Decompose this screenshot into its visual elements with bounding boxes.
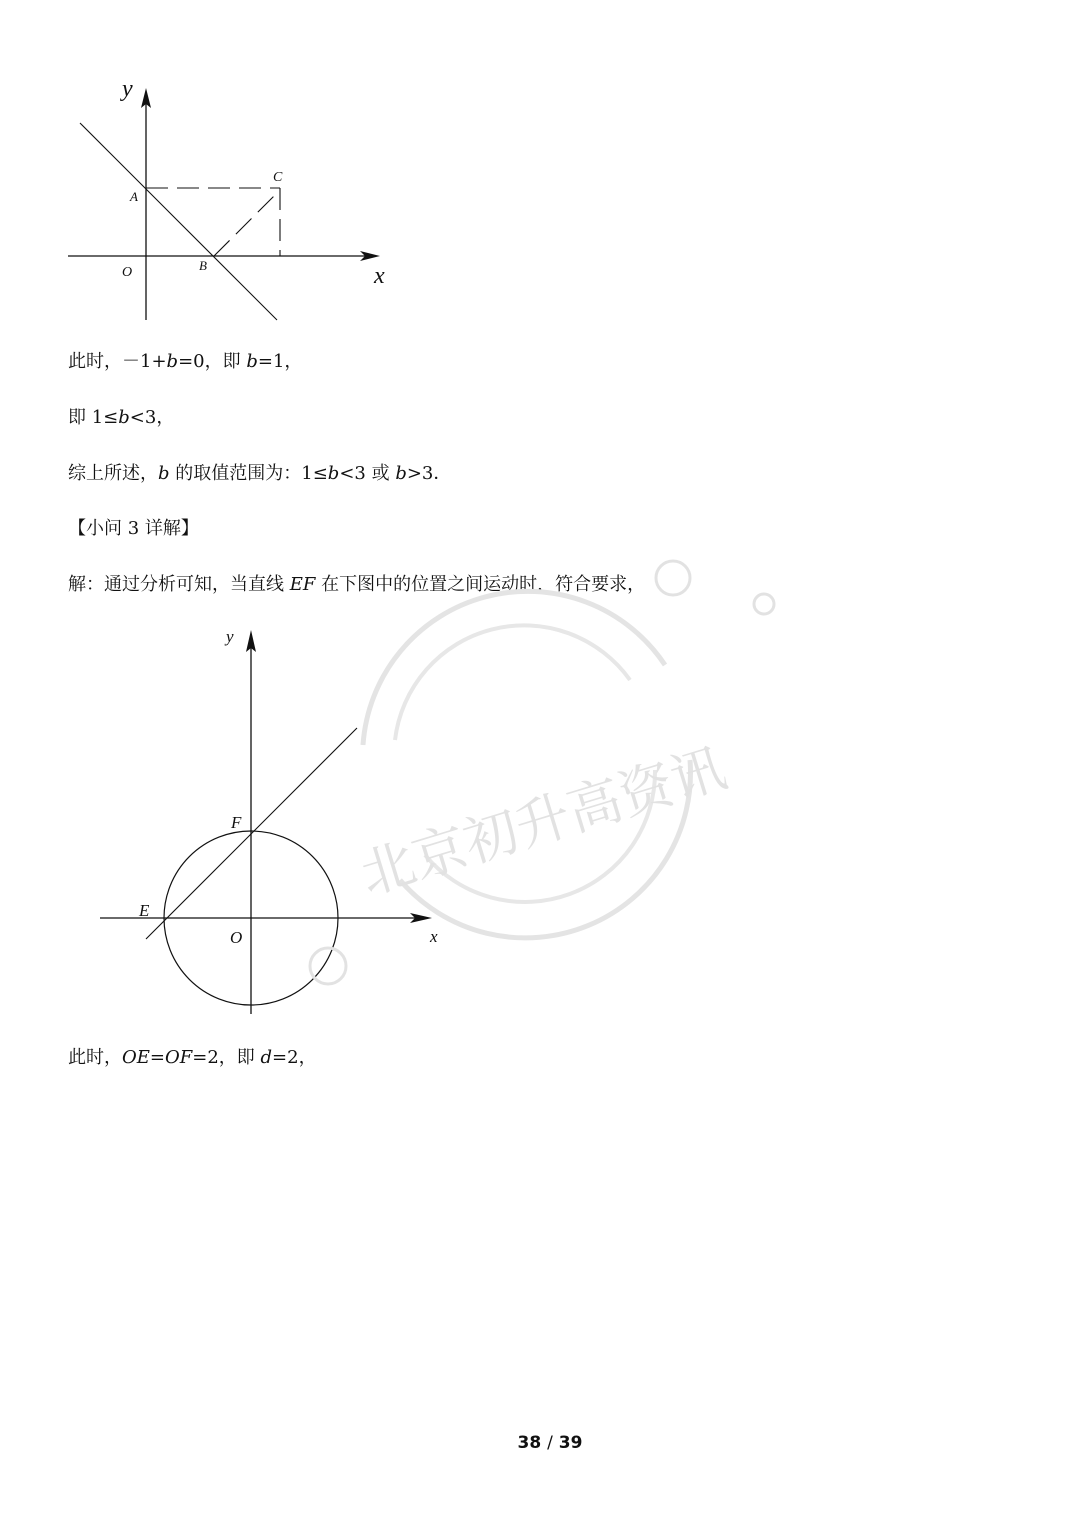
line5-mid: =2，即 (192, 1047, 261, 1068)
line1-suffix: =1， (257, 351, 303, 372)
y-axis-label: y (122, 76, 133, 102)
point-b-label: B (199, 258, 207, 273)
line3-variable-b2: b (327, 463, 340, 484)
line3-prefix: 综上所述， (68, 463, 158, 484)
section-heading-text: 【小问 3 详解】 (68, 518, 199, 539)
line1-variable-b: b (166, 351, 179, 372)
watermark-dot-1 (656, 561, 690, 595)
line3-variable-b3: b (395, 463, 407, 484)
solution-line-3 (68, 462, 451, 486)
line-ab (80, 123, 277, 320)
page-current: 38 (517, 1433, 542, 1453)
point-e-label: E (139, 901, 150, 920)
origin-label: O (230, 928, 243, 947)
x-axis-label: x (430, 927, 438, 946)
line5-suffix: =2， (272, 1047, 317, 1068)
line1-mid: =0，即 (178, 351, 247, 372)
watermark-seal (300, 550, 800, 1000)
solution-line-2 (68, 406, 174, 430)
line1-prefix: 此时，－1+ (68, 351, 167, 372)
page-separator: / (547, 1433, 553, 1453)
line2-variable-b: b (118, 407, 130, 428)
point-f-label: F (231, 813, 242, 832)
line3-mid: 的取值范围为：1≤ (169, 463, 328, 484)
line5-equals: = (149, 1047, 165, 1068)
figure-1-line-rectangle (60, 70, 400, 330)
page-number (0, 1433, 1080, 1453)
line5-oe: OE (122, 1047, 150, 1068)
watermark-inner-arc (395, 625, 630, 740)
watermark-dot-2 (754, 594, 774, 614)
origin-label: O (122, 265, 133, 280)
line1-variable-b2: b (246, 351, 258, 372)
page-total: 39 (558, 1433, 583, 1453)
line4-prefix: 解：通过分析可知，当直线 (68, 574, 290, 595)
x-axis-label: x (374, 263, 385, 289)
line5-variable-d: d (260, 1047, 273, 1068)
watermark-text: 北京初升高资讯 (353, 736, 734, 907)
line5-prefix: 此时， (68, 1047, 122, 1068)
y-axis-label: y (226, 627, 234, 646)
line3-variable-b: b (158, 463, 170, 484)
line4-suffix: 在下图中的位置之间运动时，符合要求， (315, 574, 646, 595)
line3-mid2: <3 或 (339, 463, 396, 484)
watermark-dot-3 (310, 948, 346, 984)
solution-line-5 (68, 1046, 317, 1070)
point-a-label: A (130, 189, 138, 204)
section-heading (68, 517, 199, 541)
line2-prefix: 即 1≤ (68, 407, 119, 428)
line5-of: OF (165, 1047, 193, 1068)
line3-suffix: >3． (406, 463, 452, 484)
solution-line-1 (68, 350, 302, 374)
line4-ef: EF (289, 574, 316, 595)
dashed-bc (214, 190, 280, 256)
line2-suffix: <3， (129, 407, 175, 428)
point-c-label: C (273, 170, 283, 185)
